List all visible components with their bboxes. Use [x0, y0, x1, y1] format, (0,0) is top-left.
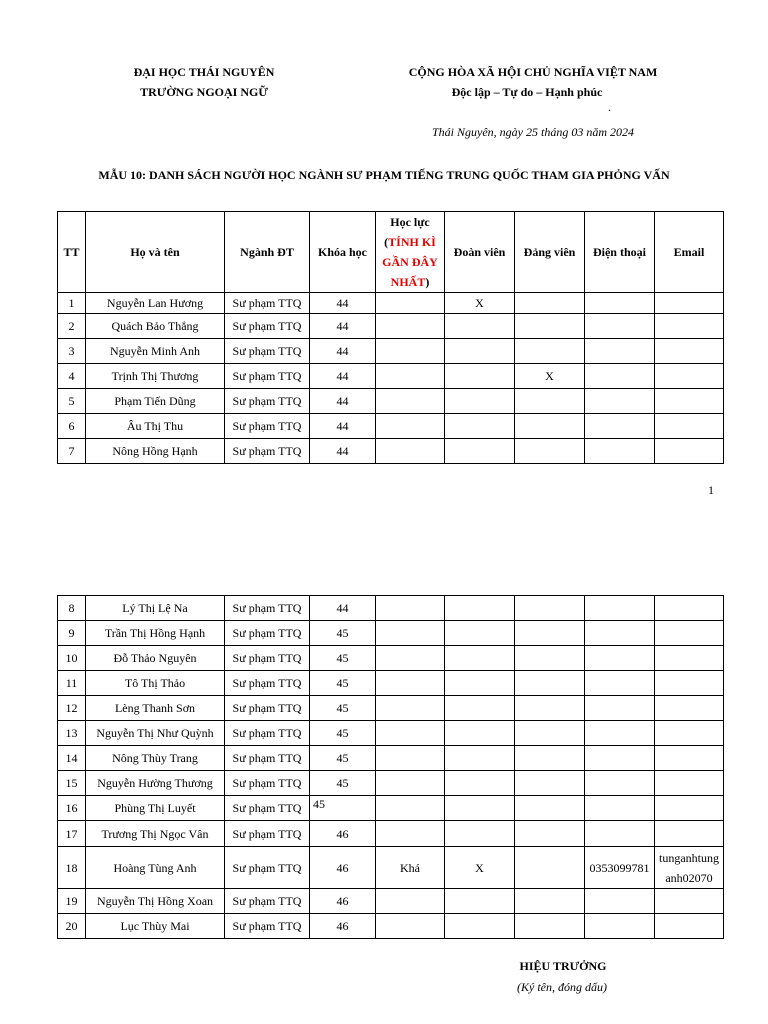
cell-dang-vien — [515, 414, 585, 439]
cell-doan-vien — [445, 646, 515, 671]
cell-major: Sư phạm TTQ — [225, 314, 310, 339]
cell-phone — [585, 671, 655, 696]
cell-major: Sư phạm TTQ — [225, 646, 310, 671]
cell-tt: 4 — [58, 364, 86, 389]
cell-email — [655, 889, 724, 914]
table-row — [58, 821, 724, 847]
cell-name: Tô Thị Thảo — [86, 671, 225, 696]
table-row — [58, 389, 724, 414]
student-table-page-1 — [57, 211, 724, 464]
cell-grade — [376, 314, 445, 339]
cell-email — [655, 796, 724, 821]
cell-grade — [376, 696, 445, 721]
cell-dang-vien — [515, 721, 585, 746]
cell-name: Phạm Tiến Dũng — [86, 389, 225, 414]
cell-dang-vien — [515, 914, 585, 939]
header-grade-label: Học lực — [390, 215, 430, 229]
cell-name: Lý Thị Lệ Na — [86, 596, 225, 621]
cell-major: Sư phạm TTQ — [225, 414, 310, 439]
table-body-page-1 — [58, 293, 724, 464]
cell-course: 45 — [310, 671, 376, 696]
cell-name: Hoàng Tùng Anh — [86, 847, 225, 889]
header-course: Khóa học — [310, 212, 376, 293]
cell-course: 44 — [310, 364, 376, 389]
grade-note: TÍNH KÌ GẦN ĐÂY NHẤT — [382, 235, 438, 289]
cell-major: Sư phạm TTQ — [225, 847, 310, 889]
cell-name: Nông Thùy Trang — [86, 746, 225, 771]
cell-dang-vien — [515, 889, 585, 914]
cell-doan-vien: X — [445, 847, 515, 889]
cell-email — [655, 389, 724, 414]
cell-course: 45 — [310, 696, 376, 721]
cell-phone — [585, 339, 655, 364]
cell-grade — [376, 721, 445, 746]
cell-phone: 0353099781 — [585, 847, 655, 889]
cell-phone — [585, 771, 655, 796]
cell-dang-vien — [515, 621, 585, 646]
cell-major: Sư phạm TTQ — [225, 596, 310, 621]
cell-major: Sư phạm TTQ — [225, 796, 310, 821]
cell-grade — [376, 414, 445, 439]
cell-dang-vien — [515, 696, 585, 721]
cell-major: Sư phạm TTQ — [225, 696, 310, 721]
student-table-page-2 — [57, 595, 724, 939]
cell-dang-vien: X — [515, 364, 585, 389]
cell-grade — [376, 621, 445, 646]
cell-course: 45 — [310, 771, 376, 796]
cell-phone — [585, 621, 655, 646]
cell-major: Sư phạm TTQ — [225, 671, 310, 696]
cell-grade — [376, 821, 445, 847]
table-body-page-2 — [58, 596, 724, 939]
email-line: tunganhtung — [659, 850, 719, 865]
cell-course: 45 — [310, 796, 376, 821]
table-row — [58, 796, 724, 821]
cell-tt: 13 — [58, 721, 86, 746]
cell-doan-vien: X — [445, 293, 515, 314]
cell-tt: 12 — [58, 696, 86, 721]
cell-major: Sư phạm TTQ — [225, 821, 310, 847]
cell-major: Sư phạm TTQ — [225, 339, 310, 364]
cell-course: 44 — [310, 414, 376, 439]
cell-phone — [585, 439, 655, 464]
cell-doan-vien — [445, 671, 515, 696]
email-line: anh02070 — [665, 870, 713, 885]
cell-tt: 19 — [58, 889, 86, 914]
cell-grade — [376, 364, 445, 389]
cell-name: Lục Thùy Mai — [86, 914, 225, 939]
cell-course: 46 — [310, 847, 376, 889]
table-row — [58, 889, 724, 914]
cell-grade — [376, 646, 445, 671]
cell-dang-vien — [515, 671, 585, 696]
cell-email — [655, 339, 724, 364]
header-major: Ngành ĐT — [225, 212, 310, 293]
cell-dang-vien — [515, 314, 585, 339]
cell-email — [655, 721, 724, 746]
cell-grade — [376, 889, 445, 914]
cell-doan-vien — [445, 364, 515, 389]
cell-phone — [585, 596, 655, 621]
table-row — [58, 439, 724, 464]
cell-doan-vien — [445, 596, 515, 621]
cell-dang-vien — [515, 293, 585, 314]
cell-major: Sư phạm TTQ — [225, 621, 310, 646]
cell-doan-vien — [445, 339, 515, 364]
cell-major: Sư phạm TTQ — [225, 746, 310, 771]
table-row — [58, 721, 724, 746]
cell-doan-vien — [445, 389, 515, 414]
header-name: Họ và tên — [86, 212, 225, 293]
cell-name: Nguyễn Lan Hương — [86, 293, 225, 314]
cell-email — [655, 314, 724, 339]
cell-name: Lèng Thanh Sơn — [86, 696, 225, 721]
cell-doan-vien — [445, 439, 515, 464]
stray-dot: . — [608, 100, 611, 114]
cell-grade — [376, 439, 445, 464]
cell-dang-vien — [515, 439, 585, 464]
cell-course: 44 — [310, 389, 376, 414]
cell-email — [655, 414, 724, 439]
cell-course: 44 — [310, 314, 376, 339]
cell-doan-vien — [445, 621, 515, 646]
cell-major: Sư phạm TTQ — [225, 293, 310, 314]
cell-grade — [376, 796, 445, 821]
cell-tt: 18 — [58, 847, 86, 889]
cell-tt: 1 — [58, 293, 86, 314]
cell-grade — [376, 671, 445, 696]
cell-phone — [585, 646, 655, 671]
cell-phone — [585, 796, 655, 821]
cell-name: Nguyễn Hường Thương — [86, 771, 225, 796]
cell-name: Nguyễn Thị Hồng Xoan — [86, 889, 225, 914]
cell-major: Sư phạm TTQ — [225, 721, 310, 746]
cell-doan-vien — [445, 696, 515, 721]
cell-grade — [376, 293, 445, 314]
cell-grade — [376, 596, 445, 621]
cell-name: Âu Thị Thu — [86, 414, 225, 439]
cell-doan-vien — [445, 314, 515, 339]
cell-tt: 2 — [58, 314, 86, 339]
table-row — [58, 621, 724, 646]
cell-major: Sư phạm TTQ — [225, 389, 310, 414]
cell-course: 45 — [310, 646, 376, 671]
cell-doan-vien — [445, 721, 515, 746]
cell-tt: 10 — [58, 646, 86, 671]
cell-doan-vien — [445, 771, 515, 796]
cell-email — [655, 696, 724, 721]
cell-doan-vien — [445, 746, 515, 771]
header-grade-paren-open: ( — [384, 235, 389, 249]
cell-doan-vien — [445, 889, 515, 914]
cell-email — [655, 746, 724, 771]
cell-tt: 6 — [58, 414, 86, 439]
cell-name: Trương Thị Ngọc Vân — [86, 821, 225, 847]
header-grade — [376, 212, 445, 293]
cell-course: 45 — [310, 721, 376, 746]
header-tt: TT — [58, 212, 86, 293]
table-row — [58, 339, 724, 364]
cell-grade: Khá — [376, 847, 445, 889]
cell-phone — [585, 746, 655, 771]
cell-major: Sư phạm TTQ — [225, 889, 310, 914]
table-row — [58, 696, 724, 721]
cell-tt: 9 — [58, 621, 86, 646]
cell-email — [655, 646, 724, 671]
cell-course: 44 — [310, 339, 376, 364]
cell-grade — [376, 914, 445, 939]
table-row — [58, 646, 724, 671]
cell-course: 46 — [310, 889, 376, 914]
cell-dang-vien — [515, 847, 585, 889]
table-row — [58, 746, 724, 771]
cell-phone — [585, 821, 655, 847]
cell-tt: 17 — [58, 821, 86, 847]
cell-tt: 7 — [58, 439, 86, 464]
table-row — [58, 414, 724, 439]
cell-course: 44 — [310, 439, 376, 464]
cell-major: Sư phạm TTQ — [225, 914, 310, 939]
header-grade-paren-close: ) — [425, 275, 430, 289]
national-title: CỘNG HÒA XÃ HỘI CHỦ NGHĨA VIỆT NAM — [408, 65, 658, 79]
cell-course: 44 — [310, 596, 376, 621]
cell-name: Trịnh Thị Thương — [86, 364, 225, 389]
cell-tt: 8 — [58, 596, 86, 621]
cell-doan-vien — [445, 796, 515, 821]
signature-note: (Ký tên, đóng dấu) — [517, 980, 607, 994]
cell-tt: 14 — [58, 746, 86, 771]
cell-tt: 20 — [58, 914, 86, 939]
cell-dang-vien — [515, 596, 585, 621]
cell-email — [655, 671, 724, 696]
cell-course: 46 — [310, 914, 376, 939]
cell-phone — [585, 364, 655, 389]
cell-dang-vien — [515, 796, 585, 821]
cell-dang-vien — [515, 771, 585, 796]
cell-grade — [376, 339, 445, 364]
cell-tt: 5 — [58, 389, 86, 414]
cell-email — [655, 621, 724, 646]
cell-dang-vien — [515, 821, 585, 847]
cell-tt: 15 — [58, 771, 86, 796]
school-name: TRƯỜNG NGOẠI NGỮ — [140, 85, 268, 99]
cell-major: Sư phạm TTQ — [225, 439, 310, 464]
cell-grade — [376, 746, 445, 771]
table-row — [58, 293, 724, 314]
university-name: ĐẠI HỌC THÁI NGUYÊN — [133, 65, 275, 79]
cell-dang-vien — [515, 646, 585, 671]
cell-phone — [585, 389, 655, 414]
cell-course: 45 — [310, 746, 376, 771]
cell-tt: 16 — [58, 796, 86, 821]
cell-doan-vien — [445, 914, 515, 939]
header-phone: Điện thoại — [585, 212, 655, 293]
cell-major: Sư phạm TTQ — [225, 771, 310, 796]
cell-email — [655, 293, 724, 314]
table-row — [58, 847, 724, 889]
cell-course: 44 — [310, 293, 376, 314]
cell-email — [655, 847, 724, 889]
cell-grade — [376, 389, 445, 414]
cell-tt: 3 — [58, 339, 86, 364]
cell-phone — [585, 414, 655, 439]
cell-email — [655, 596, 724, 621]
cell-course: 46 — [310, 821, 376, 847]
cell-name: Nông Hồng Hạnh — [86, 439, 225, 464]
cell-phone — [585, 293, 655, 314]
table-row — [58, 596, 724, 621]
cell-name: Trần Thị Hồng Hạnh — [86, 621, 225, 646]
cell-course: 45 — [310, 621, 376, 646]
cell-email — [655, 821, 724, 847]
cell-name: Quách Bảo Thắng — [86, 314, 225, 339]
cell-phone — [585, 889, 655, 914]
cell-name: Đỗ Thảo Nguyên — [86, 646, 225, 671]
cell-doan-vien — [445, 821, 515, 847]
cell-phone — [585, 696, 655, 721]
document-title: MẪU 10: DANH SÁCH NGƯỜI HỌC NGÀNH SƯ PHẠM TIẾNG TRUNG QUỐC THAM GIA PHỎNG VẤN — [98, 168, 670, 182]
cell-email — [655, 439, 724, 464]
national-motto: Độc lập – Tự do – Hạnh phúc — [451, 85, 603, 99]
cell-dang-vien — [515, 389, 585, 414]
header-email: Email — [655, 212, 724, 293]
cell-name: Phùng Thị Luyết — [86, 796, 225, 821]
table-row — [58, 364, 724, 389]
table-row — [58, 314, 724, 339]
table-row — [58, 914, 724, 939]
cell-tt: 11 — [58, 671, 86, 696]
cell-dang-vien — [515, 746, 585, 771]
date-line: Thái Nguyên, ngày 25 tháng 03 năm 2024 — [432, 125, 634, 139]
cell-email — [655, 771, 724, 796]
cell-dang-vien — [515, 339, 585, 364]
table-row — [58, 771, 724, 796]
cell-major: Sư phạm TTQ — [225, 364, 310, 389]
cell-phone — [585, 721, 655, 746]
cell-name: Nguyễn Minh Anh — [86, 339, 225, 364]
cell-grade — [376, 771, 445, 796]
cell-email — [655, 364, 724, 389]
cell-phone — [585, 914, 655, 939]
cell-email — [655, 914, 724, 939]
cell-name: Nguyễn Thị Như Quỳnh — [86, 721, 225, 746]
signer-title: HIỆU TRƯỞNG — [519, 959, 607, 973]
header-doan-vien: Đoàn viên — [445, 212, 515, 293]
cell-doan-vien — [445, 414, 515, 439]
cell-phone — [585, 314, 655, 339]
header-dang-vien: Đảng viên — [515, 212, 585, 293]
page-number: 1 — [708, 483, 714, 497]
table-header-row — [58, 212, 724, 293]
table-row — [58, 671, 724, 696]
